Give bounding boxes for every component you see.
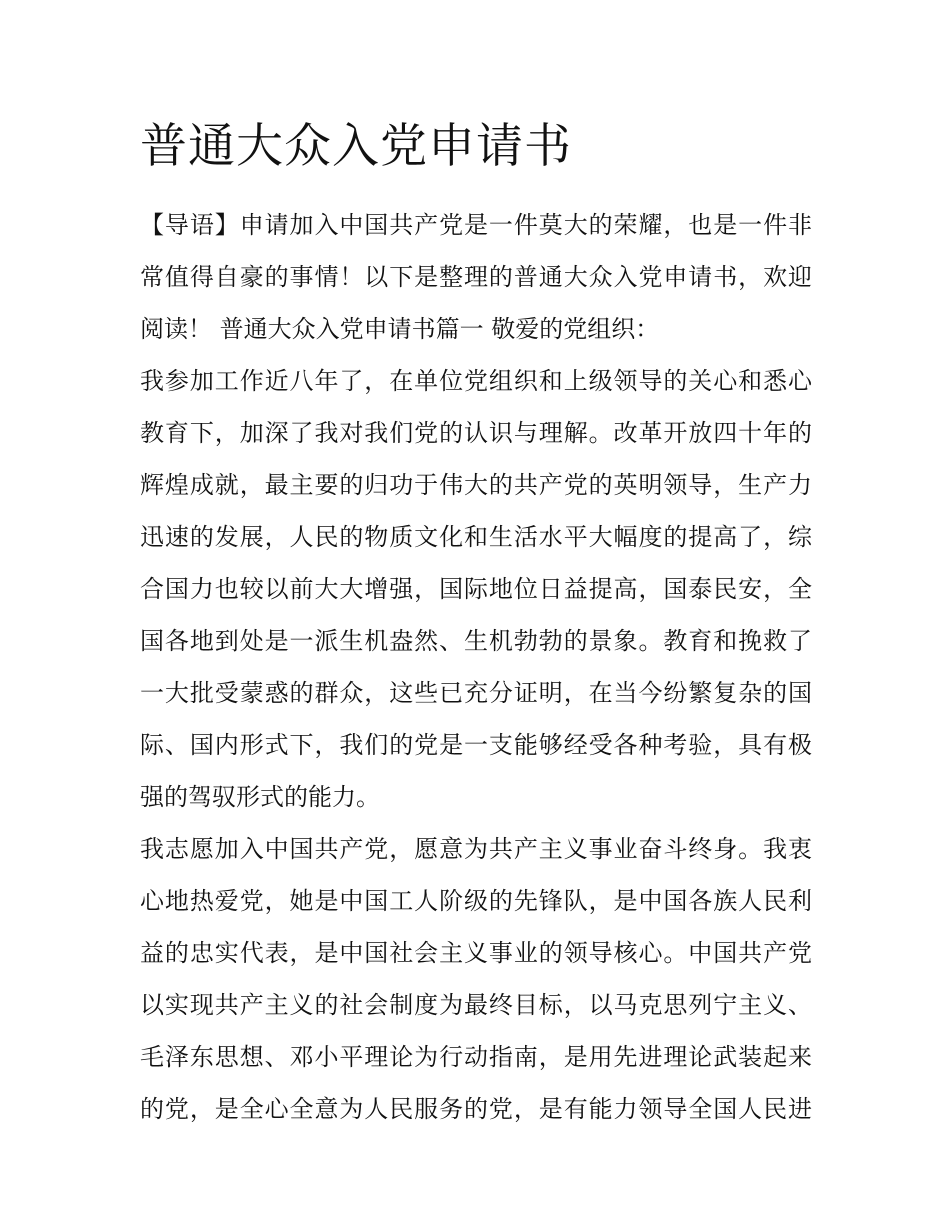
text-line: 迅速的发展，人民的物质文化和生活水平大幅度的提高了，综 (140, 523, 812, 551)
text-line: 以实现共产主义的社会制度为最终目标，以马克思列宁主义、 (140, 991, 812, 1019)
text-line: 际、国内形式下，我们的党是一支能够经受各种考验，具有极 (140, 731, 812, 759)
text-line: 常值得自豪的事情！以下是整理的普通大众入党申请书，欢迎 (140, 263, 812, 291)
text-line: 毛泽东思想、邓小平理论为行动指南，是用先进理论武装起来 (140, 1043, 812, 1071)
text-line: 我志愿加入中国共产党，愿意为共产主义事业奋斗终身。我衷 (140, 835, 812, 863)
text-line: 强的驾驭形式的能力。 (140, 783, 380, 811)
document-body (140, 199, 812, 1135)
document-title: 普通大众入党申请书 (140, 119, 572, 174)
paragraph-commitment (140, 823, 812, 1135)
text-line: 我参加工作近八年了，在单位党组织和上级领导的关心和悉心 (140, 367, 812, 395)
paragraph-work-experience (140, 355, 812, 823)
text-line: 国各地到处是一派生机盎然、生机勃勃的景象。教育和挽救了 (140, 627, 812, 655)
text-line: 的党，是全心全意为人民服务的党，是有能力领导全国人民进 (140, 1095, 812, 1123)
text-line: 【导语】申请加入中国共产党是一件莫大的荣耀，也是一件非 (140, 211, 812, 239)
text-line: 教育下，加深了我对我们党的认识与理解。改革开放四十年的 (140, 419, 812, 447)
text-line: 益的忠实代表，是中国社会主义事业的领导核心。中国共产党 (140, 939, 812, 967)
paragraph-intro (140, 199, 812, 355)
text-line: 辉煌成就，最主要的归功于伟大的共产党的英明领导，生产力 (140, 471, 812, 499)
text-line: 一大批受蒙惑的群众，这些已充分证明，在当今纷繁复杂的国 (140, 679, 812, 707)
text-line: 心地热爱党，她是中国工人阶级的先锋队，是中国各族人民利 (140, 887, 812, 915)
text-line: 合国力也较以前大大增强，国际地位日益提高，国泰民安，全 (140, 575, 812, 603)
text-line: 阅读！ 普通大众入党申请书篇一 敬爱的党组织： (140, 315, 660, 343)
